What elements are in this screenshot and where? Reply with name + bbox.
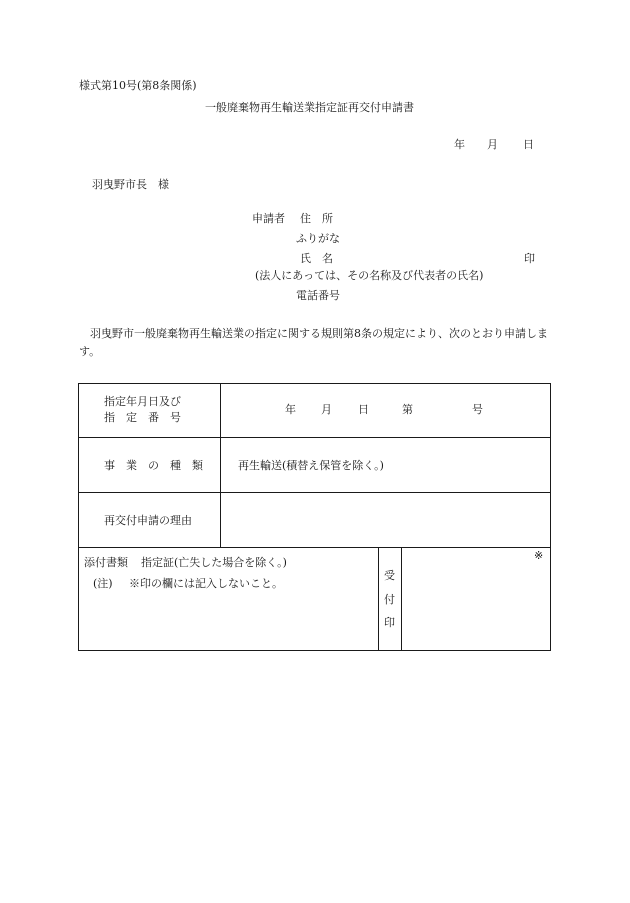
receipt-char-2: 付 [384, 593, 395, 606]
table-row-divider [78, 547, 551, 548]
address-label: 住 所 [300, 212, 333, 225]
applicant-label: 申請者 [252, 212, 285, 225]
date-day-label: 日 [523, 138, 534, 151]
note-label: (注) [93, 577, 113, 590]
form-title: 一般廃棄物再生輸送業指定証再交付申請書 [205, 101, 414, 114]
attachment-value: 指定証(亡失した場合を除く。) [141, 556, 287, 569]
receipt-column-divider [401, 547, 402, 651]
date-year-label: 年 [454, 138, 465, 151]
attachment-label: 添付書類 [84, 556, 128, 569]
note-text: ※印の欄には記入しないこと。 [129, 577, 283, 590]
office-use-mark: ※ [534, 549, 544, 562]
table-column-divider [220, 383, 221, 547]
phone-label: 電話番号 [296, 289, 340, 302]
seal-mark: 印 [524, 252, 535, 265]
name-label: 氏 名 [300, 252, 333, 265]
reissue-reason-label: 再交付申請の理由 [104, 514, 192, 527]
application-table [78, 383, 551, 651]
receipt-char-3: 印 [384, 616, 395, 629]
form-number: 様式第10号(第8条関係) [79, 79, 197, 92]
row1-go: 号 [472, 403, 483, 416]
addressee: 羽曳野市長 様 [92, 178, 169, 191]
row1-year: 年 [285, 403, 296, 416]
table-border-right [550, 383, 551, 651]
business-type-value: 再生輸送(積替え保管を除く。) [238, 459, 384, 472]
table-row-divider [78, 437, 551, 438]
designation-number-label: 指 定 番 号 [104, 411, 181, 424]
table-border-bottom [78, 650, 551, 651]
row1-month: 月 [321, 403, 332, 416]
receipt-char-1: 受 [384, 569, 395, 582]
designation-date-label: 指定年月日及び [104, 395, 181, 408]
table-border-top [78, 383, 551, 384]
date-month-label: 月 [487, 138, 498, 151]
table-border-left [78, 383, 79, 651]
row1-day: 日 [358, 403, 369, 416]
business-type-label: 事 業 の 種 類 [104, 459, 203, 472]
receipt-column-divider [378, 547, 379, 651]
application-statement: 羽曳野市一般廃棄物再生輸送業の指定に関する規則第8条の規定により、次のとおり申請します。 [79, 327, 548, 358]
furigana-label: ふりがな [296, 232, 340, 245]
table-row-divider [78, 492, 551, 493]
row1-dai: 第 [402, 403, 413, 416]
corporation-note: (法人にあっては、その名称及び代表者の氏名) [255, 269, 484, 282]
